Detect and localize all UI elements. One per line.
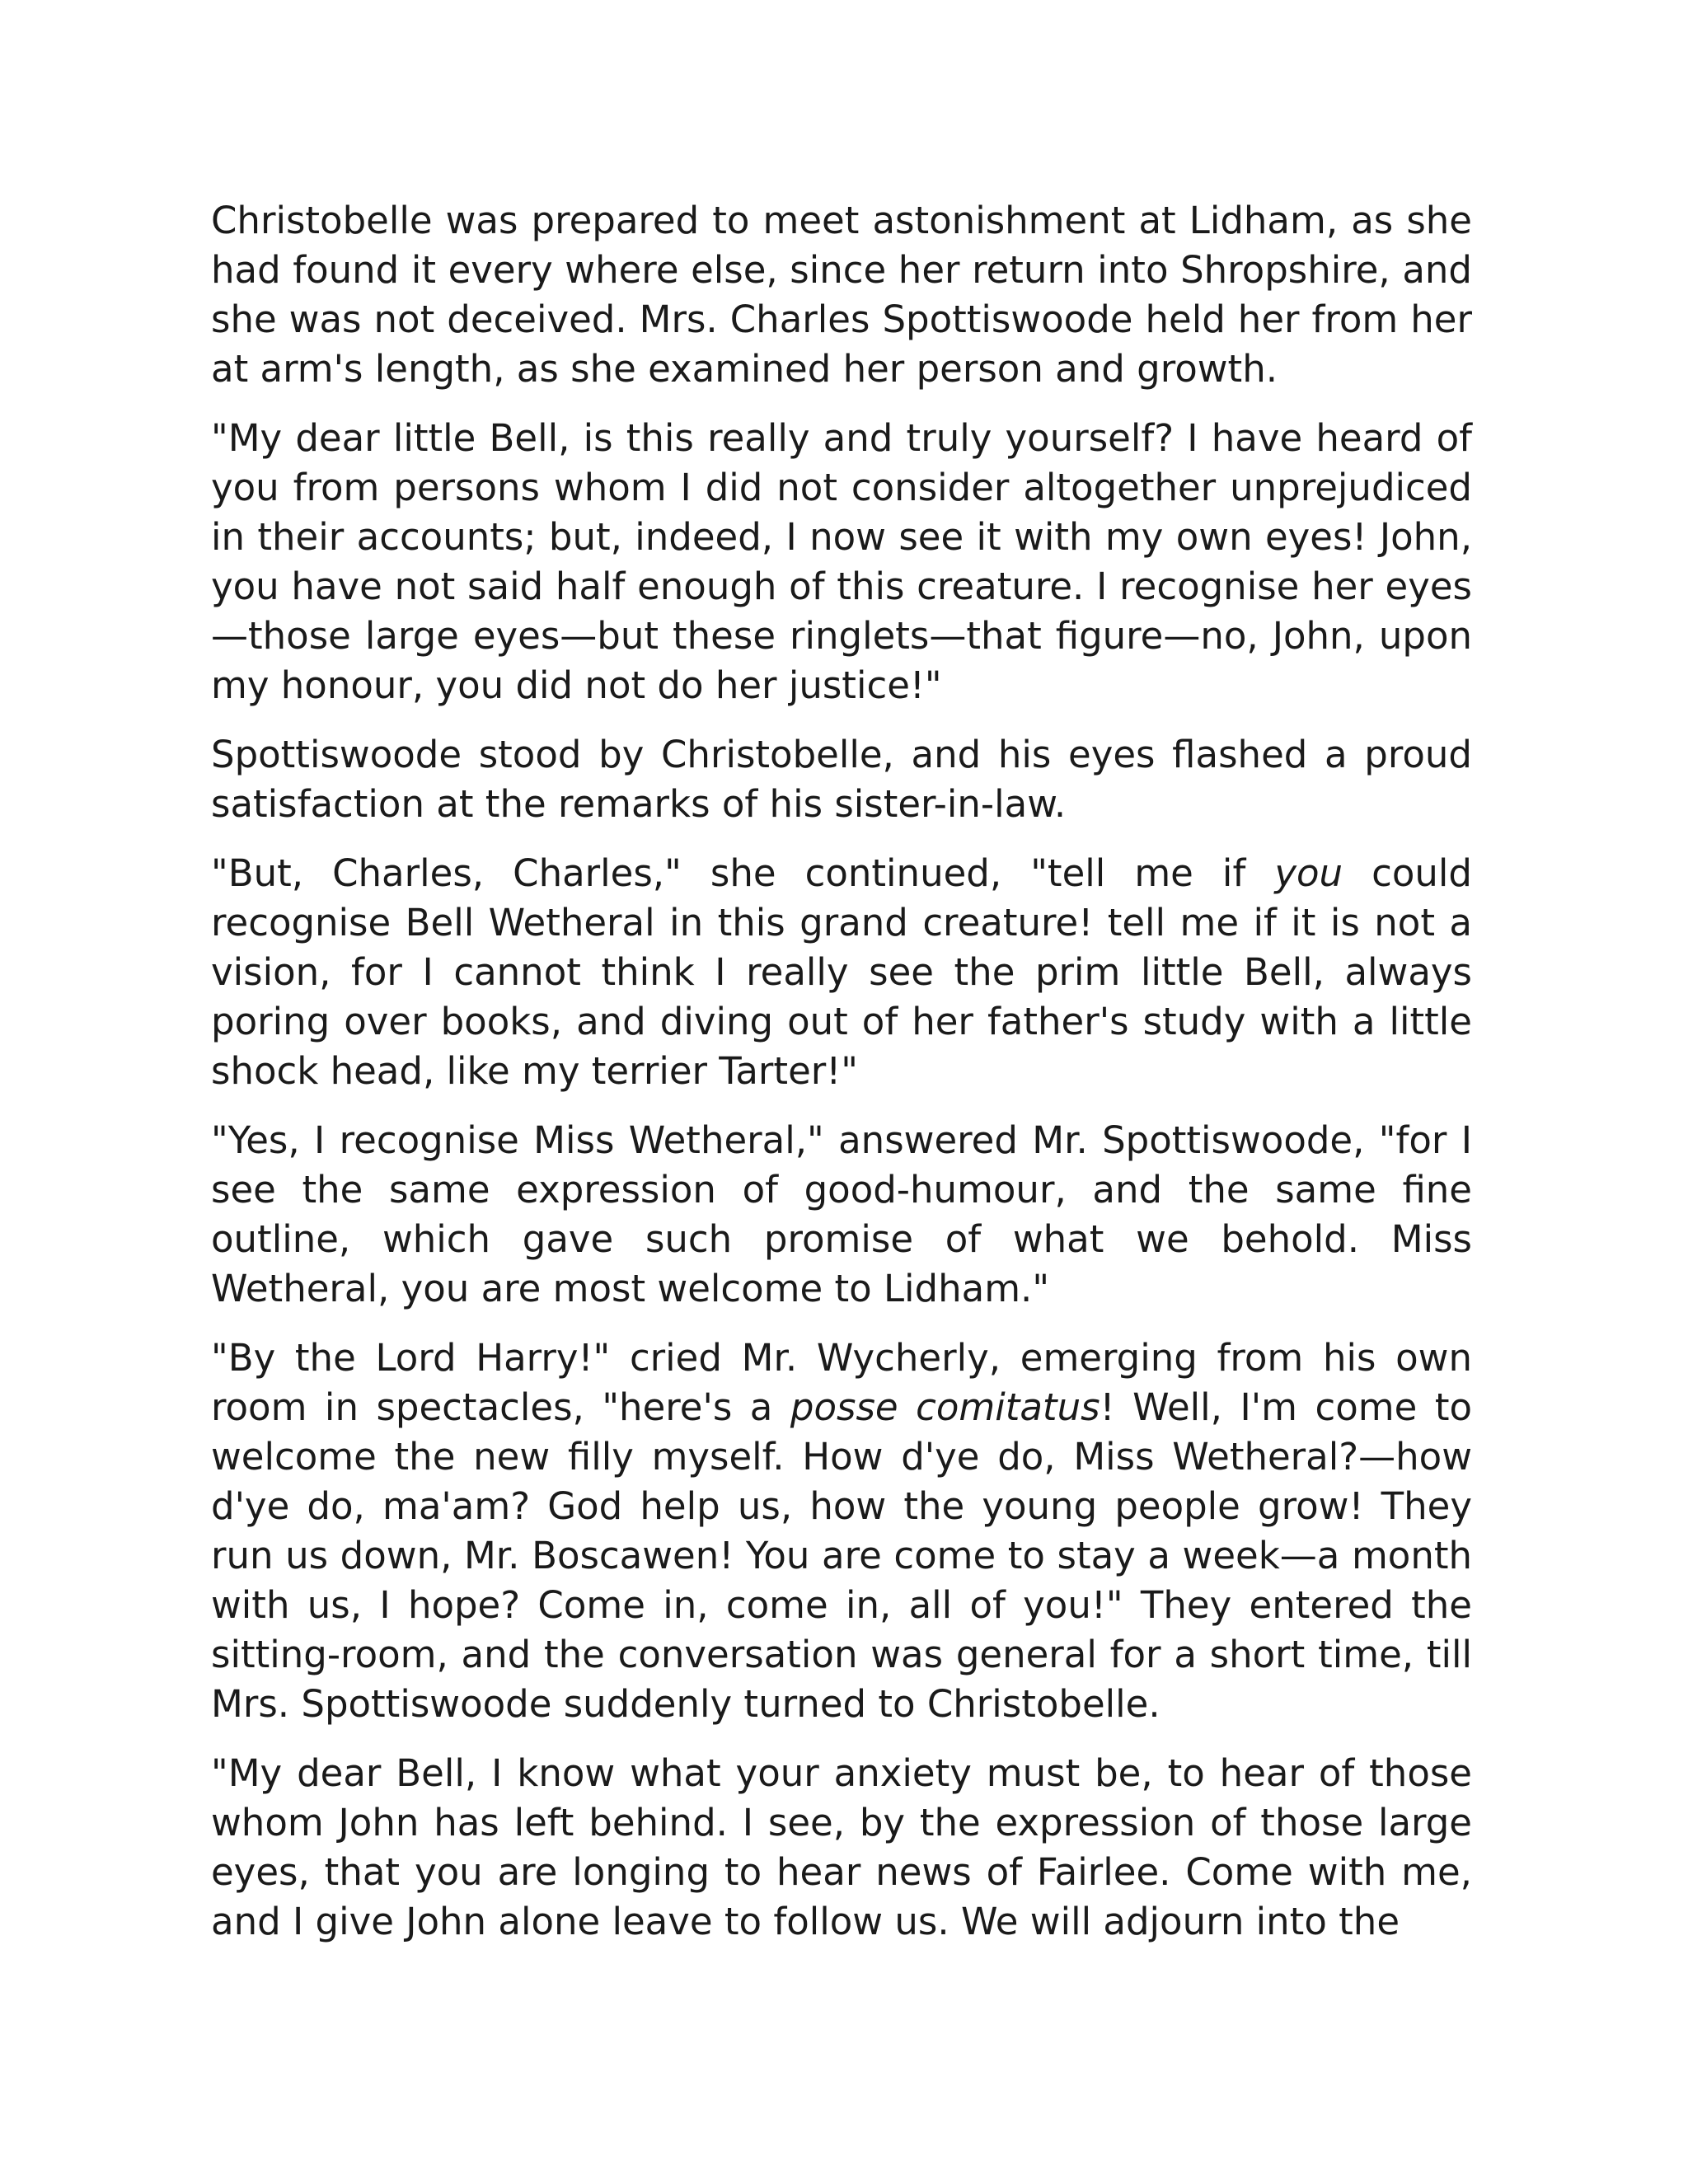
paragraph-7: "My dear Bell, I know what your anxiety must be, to hear of those whom John has left behind. I see, by the expression of those large eyes, that you are longing to hear news of Fairlee. Come with me, and I give John alone leave to follow us. We will adjourn into the <box>211 1751 1472 1943</box>
paragraph-6-emphasis: posse comitatus <box>790 1385 1100 1429</box>
paragraph-2: "My dear little Bell, is this really and truly yourself? I have heard of you from persons whom I did not consider altogether unprejudiced in their accounts; but, indeed, I now see it with my own eyes! John, you have not said half enough of this creature. I recognise her eyes—those large eyes—but these ringlets—that figure—no, John, upon my honour, you did not do her justice!" <box>211 416 1472 707</box>
paragraph-4-emphasis: you <box>1274 851 1343 895</box>
paragraph-6-text-after: ! Well, I'm come to welcome the new filly myself. How d'ye do, Miss Wetheral?—how d'ye do, ma'am? God help us, how the young people grow! They run us down, Mr. Boscawen! You are come to stay a week—a month with us, I hope? Come in, come in, all of you!" They entered the sitting-room, and the conversation was general for a short time, till Mrs. Spottiswoode suddenly turned to Christobelle. <box>211 1385 1472 1726</box>
paragraph-1: Christobelle was prepared to meet astonishment at Lidham, as she had found it every where else, since her return into Shropshire, and she was not deceived. Mrs. Charles Spottiswoode held her from her at arm's length, as she examined her person and growth. <box>211 199 1472 391</box>
paragraph-6 <box>211 1333 1472 1729</box>
paragraph-4-text-before: "But, Charles, Charles," she continued, "tell me if <box>211 851 1275 895</box>
paragraph-3: Spottiswoode stood by Christobelle, and his eyes flashed a proud satisfaction at the remarks of his sister-in-law. <box>211 733 1472 826</box>
body-text <box>211 196 1472 1947</box>
paragraph-5: "Yes, I recognise Miss Wetheral," answered Mr. Spottiswoode, "for I see the same expression of good-humour, and the same fine outline, which gave such promise of what we behold. Miss Wetheral, you are most welcome to Lidham." <box>211 1118 1472 1310</box>
paragraph-6-text-before: "By the Lord Harry!" cried Mr. Wycherly, emerging from his own room in spectacles, "here's a <box>211 1336 1472 1429</box>
paragraph-4-text-after: could recognise Bell Wetheral in this grand creature! tell me if it is not a vision, for I cannot think I really see the prim little Bell, always poring over books, and diving out of her father's study with a little shock head, like my terrier Tarter!" <box>211 851 1472 1093</box>
paragraph-4 <box>211 849 1472 1096</box>
